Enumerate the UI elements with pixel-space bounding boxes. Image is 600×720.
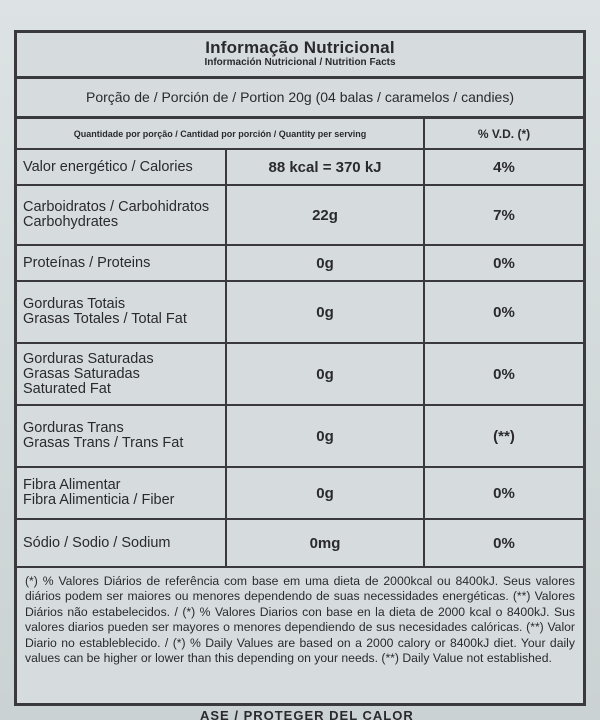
nutrient-value: 22g [226,185,424,245]
nutrient-name: Proteínas / Proteins [17,245,226,281]
nutrient-value: 0g [226,405,424,467]
nutrient-daily-value: 0% [424,343,583,405]
nutrient-value: 0g [226,281,424,343]
header-daily-value: % V.D. (*) [424,119,583,149]
portion-size: Porção de / Porción de / Portion 20g (04 balas / caramelos / candies) [17,79,583,119]
table-row [17,519,583,567]
nutrient-name: Carboidratos / Carbohidratos Carbohydrates [17,185,226,245]
footnote: (*) % Valores Diários de referência com base em uma dieta de 2000kcal ou 8400kJ. Seus valores diários podem ser maiores ou menores dependendo de suas necessidades energéticas. (**) Valores Diários não estabelecidos. / (*) % Valores Diarios con base en la dieta de 2000 kcal o 8400kJ. Sus valores diarios pueden ser mayores o menores dependiendo de sus necesidades calóricas. (**) Valor Diario no estableblecido. / (*) % Daily Values are based on a 2000 calory or 8400kJ diet. Your daily values can be higher or lower than this depending on your needs. (**) Daily Value not established. [25,574,575,666]
table-row [17,245,583,281]
table-body [17,149,583,567]
nutrient-daily-value: (**) [424,405,583,467]
nutrient-daily-value: 0% [424,281,583,343]
nutrient-daily-value: 4% [424,149,583,185]
nutrient-daily-value: 0% [424,467,583,519]
nutrient-name: Valor energético / Calories [17,149,226,185]
nutrition-label [14,30,586,706]
table-row [17,149,583,185]
nutrient-value: 0g [226,343,424,405]
nutrient-value: 88 kcal = 370 kJ [226,149,424,185]
nutrient-name: Gorduras Trans Grasas Trans / Trans Fat [17,405,226,467]
header-quantity: Quantidade por porção / Cantidad por porción / Quantity per serving [17,119,424,149]
nutrient-daily-value: 7% [424,185,583,245]
nutrient-daily-value: 0% [424,245,583,281]
table-row [17,281,583,343]
nutrient-daily-value: 0% [424,519,583,567]
nutrient-name: Gorduras Saturadas Grasas Saturadas Saturated Fat [17,343,226,405]
title-sub: Información Nutricional / Nutrition Facts [204,57,396,68]
table-row [17,467,583,519]
title-main: Informação Nutricional [205,38,395,57]
nutrient-name: Gorduras Totais Grasas Totales / Total Fat [17,281,226,343]
table-row [17,405,583,467]
nutrient-value: 0mg [226,519,424,567]
nutrient-value: 0g [226,245,424,281]
nutrition-table [17,119,583,568]
label-title [17,33,583,79]
nutrient-name: Fibra Alimentar Fibra Alimenticia / Fiber [17,467,226,519]
package-bottom-text: ASE / PROTEGER DEL CALOR [200,708,414,720]
table-row [17,343,583,405]
table-header [17,119,583,149]
nutrient-value: 0g [226,467,424,519]
nutrient-name: Sódio / Sodio / Sodium [17,519,226,567]
table-row [17,185,583,245]
